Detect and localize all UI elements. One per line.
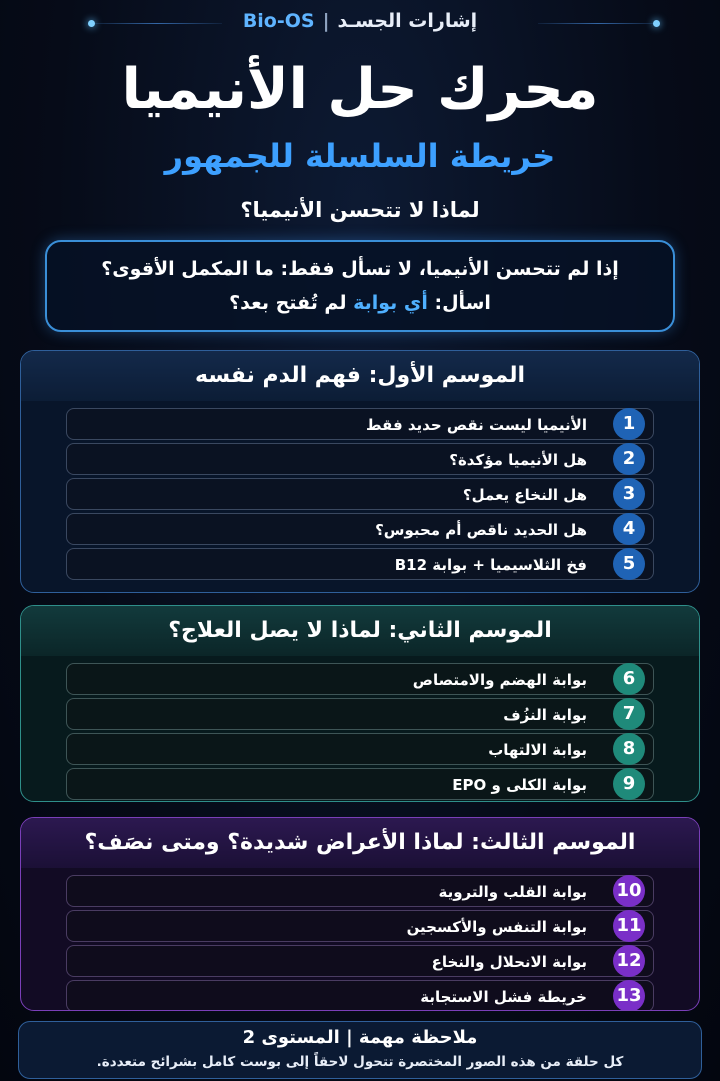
episode-number: 5 (613, 548, 645, 580)
episode-label: بوابة القلب والتروية (438, 883, 587, 901)
episode-label: هل النخاع يعمل؟ (462, 486, 587, 504)
episode-number: 11 (613, 910, 645, 942)
episode-item[interactable] (66, 980, 654, 1011)
episode-number: 13 (613, 980, 645, 1011)
callout-prefix: اسأل: (427, 292, 491, 314)
episode-item[interactable] (66, 548, 654, 580)
brand-header (0, 10, 720, 32)
page-subtitle: خريطة السلسلة للجمهور (164, 137, 556, 175)
episode-number: 6 (613, 663, 645, 695)
season-2-panel (20, 605, 700, 802)
episode-item[interactable] (66, 513, 654, 545)
page-title: محرك حل الأنيميا (121, 57, 599, 122)
season-1-panel (20, 350, 700, 593)
episode-item[interactable] (66, 698, 654, 730)
season-1-title: الموسم الأول: فهم الدم نفسه (21, 351, 699, 401)
episode-item[interactable] (66, 408, 654, 440)
brand-name: إشارات الجسـد (337, 10, 478, 32)
episode-item[interactable] (66, 875, 654, 907)
season-2-title: الموسم الثاني: لماذا لا يصل العلاج؟ (21, 606, 699, 656)
episode-label: الأنيميا ليست نقص حديد فقط (365, 416, 587, 434)
note-description: كل حلقة من هذه الصور المختصرة تتحول لاحقاً إلى بوست كامل بشرائح متعددة. (96, 1054, 624, 1070)
episode-item[interactable] (66, 663, 654, 695)
episode-label: هل الحديد ناقص أم محبوس؟ (375, 521, 587, 539)
episode-item[interactable] (66, 945, 654, 977)
episode-item[interactable] (66, 478, 654, 510)
episode-label: بوابة التنفس والأكسجين (406, 918, 587, 936)
episode-number: 3 (613, 478, 645, 510)
episode-label: بوابة النزُف (503, 706, 587, 724)
callout-highlight: أي بوابة (353, 292, 428, 314)
episode-number: 4 (613, 513, 645, 545)
brand-os: Bio-OS (242, 10, 315, 32)
episode-number: 1 (613, 408, 645, 440)
episode-label: بوابة الالتهاب (488, 741, 587, 759)
episode-label: بوابة الهضم والامتصاص (412, 671, 587, 689)
page-question: لماذا لا تتحسن الأنيميا؟ (240, 198, 480, 222)
episode-number: 2 (613, 443, 645, 475)
episode-label: بوابة الانحلال والنخاع (431, 953, 587, 971)
episode-item[interactable] (66, 910, 654, 942)
callout-box (45, 240, 675, 332)
episode-label: هل الأنيميا مؤكدة؟ (449, 451, 587, 469)
episode-label: بوابة الكلى و EPO (452, 776, 587, 794)
note-box (18, 1021, 702, 1079)
episode-item[interactable] (66, 768, 654, 800)
callout-suffix: لم تُفتح بعد؟ (229, 292, 354, 314)
episode-label: فخ الثلاسيميا + بوابة B12 (394, 556, 587, 574)
episode-number: 7 (613, 698, 645, 730)
episode-item[interactable] (66, 733, 654, 765)
callout-line-1: إذا لم تتحسن الأنيميا، لا تسأل فقط: ما المكمل الأقوى؟ (101, 258, 619, 280)
brand-separator: | (322, 10, 330, 32)
callout-line-2 (47, 286, 673, 320)
episode-item[interactable] (66, 443, 654, 475)
season-3-title: الموسم الثالث: لماذا الأعراض شديدة؟ ومتى نصَف؟ (21, 818, 699, 868)
episode-number: 12 (613, 945, 645, 977)
episode-number: 8 (613, 733, 645, 765)
season-3-panel (20, 817, 700, 1011)
episode-number: 10 (613, 875, 645, 907)
episode-number: 9 (613, 768, 645, 800)
note-title: ملاحظة مهمة | المستوى 2 (242, 1027, 478, 1048)
episode-label: خريطة فشل الاستجابة (420, 988, 587, 1006)
